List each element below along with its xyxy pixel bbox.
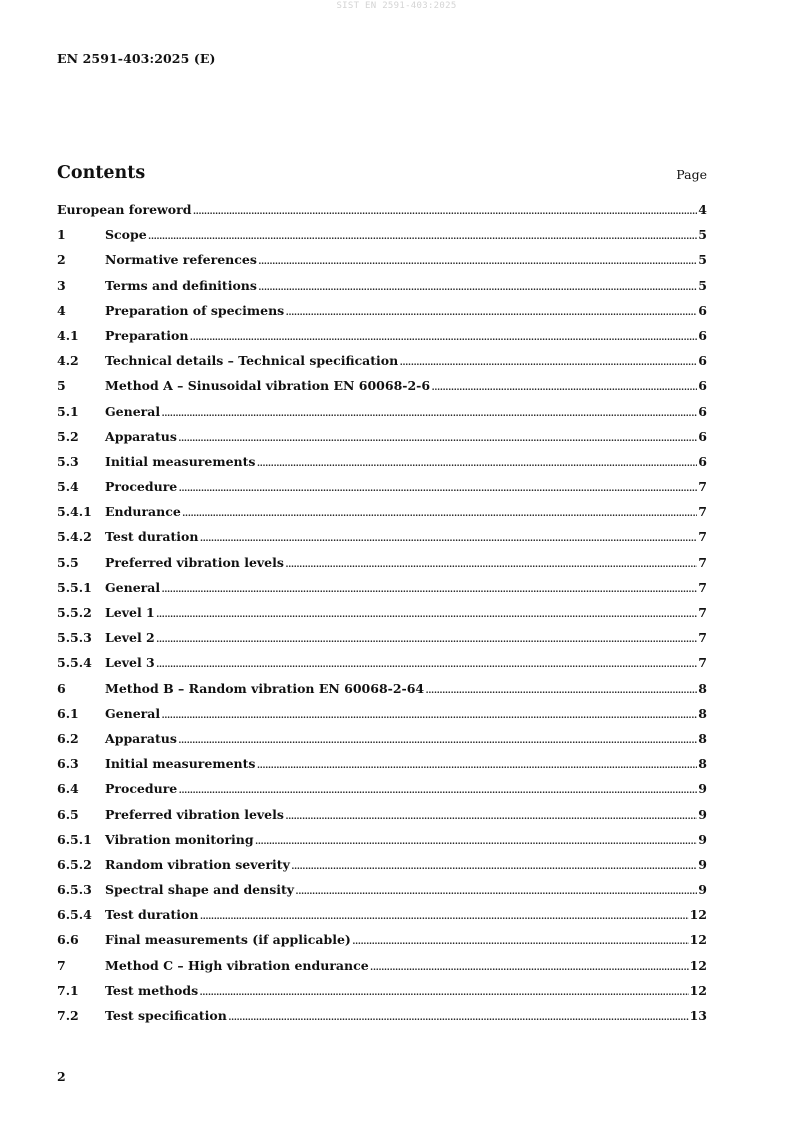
- toc-entry[interactable]: [57, 605, 707, 630]
- toc-entry-number: 7.1: [57, 982, 79, 998]
- toc-entry-number: 6.5.3: [57, 882, 92, 898]
- toc-dot-leader: [192, 202, 697, 217]
- toc-dot-leader: [258, 252, 697, 267]
- toc-entry-page: 7: [698, 504, 707, 520]
- toc-entry-page: 7: [698, 630, 707, 646]
- toc-entry-title: Preparation of specimens: [105, 302, 285, 318]
- toc-entry-number: 6: [57, 680, 66, 696]
- toc-entry[interactable]: [57, 655, 707, 680]
- toc-entry[interactable]: [57, 832, 707, 857]
- toc-entry[interactable]: [57, 378, 707, 403]
- toc-dot-leader: [199, 983, 688, 998]
- document-id: EN 2591-403:2025 (E): [57, 51, 216, 66]
- toc-dot-leader: [295, 882, 697, 897]
- toc-entry-page: 7: [698, 605, 707, 620]
- toc-entry[interactable]: [57, 429, 707, 454]
- toc-entry-page: 12: [689, 907, 707, 923]
- page-number: 2: [57, 1069, 66, 1084]
- toc-entry-number: 4: [57, 302, 66, 318]
- toc-entry[interactable]: [57, 882, 707, 907]
- toc-entry-title: Endurance: [105, 504, 181, 520]
- toc-entry-page: 6: [698, 378, 707, 394]
- toc-dot-leader: [178, 781, 697, 796]
- toc-entry[interactable]: [57, 630, 707, 655]
- toc-entry-number: 5.5.2: [57, 605, 92, 620]
- contents-title: Contents: [57, 163, 146, 183]
- toc-dot-leader: [285, 555, 697, 570]
- toc-entry-number: 5.5.3: [57, 630, 92, 646]
- toc-entry-title: Level 1: [105, 605, 155, 620]
- toc-entry[interactable]: [57, 580, 707, 605]
- toc-entry-page: 9: [698, 781, 707, 797]
- toc-entry-number: 6.5: [57, 806, 79, 822]
- toc-entry-title: Test specification: [105, 1008, 227, 1023]
- toc-dot-leader: [285, 807, 697, 822]
- toc-entry-page: 12: [689, 932, 707, 948]
- toc-entry-page: 7: [698, 579, 707, 595]
- toc-entry-page: 6: [698, 403, 707, 419]
- toc-dot-leader: [399, 353, 697, 368]
- toc-entry-title: Terms and definitions: [105, 277, 257, 293]
- toc-entry-number: 6.1: [57, 705, 79, 721]
- toc-entry-page: 12: [689, 957, 707, 973]
- toc-entry-number: 5: [57, 378, 66, 394]
- toc-entry-title: Method B – Random vibration EN 60068-2-64: [105, 680, 425, 696]
- toc-entry-number: 5.5.1: [57, 579, 92, 595]
- toc-entry-number: 6.2: [57, 730, 79, 746]
- toc-entry-title: Random vibration severity: [105, 856, 290, 872]
- toc-entry-page: 9: [698, 831, 707, 847]
- toc-entry-number: 6.5.1: [57, 831, 92, 847]
- toc-entry[interactable]: [57, 278, 707, 303]
- toc-entry[interactable]: [57, 1008, 707, 1033]
- toc-dot-leader: [425, 681, 697, 696]
- toc-entry-title: Preferred vibration levels: [105, 806, 284, 822]
- toc-entry-number: 2: [57, 252, 66, 268]
- toc-entry[interactable]: [57, 529, 707, 554]
- toc-dot-leader: [256, 756, 697, 771]
- toc-entry-title: Procedure: [105, 781, 178, 797]
- toc-dot-leader: [189, 328, 697, 343]
- toc-entry[interactable]: [57, 353, 707, 378]
- toc-entry-page: 7: [698, 529, 707, 545]
- toc-dot-leader: [285, 303, 697, 318]
- toc-dot-leader: [156, 630, 698, 645]
- toc-entry[interactable]: [57, 756, 707, 781]
- toc-entry-page: 8: [698, 730, 707, 746]
- toc-entry-title: Test duration: [105, 529, 199, 545]
- toc-entry[interactable]: [57, 252, 707, 277]
- toc-dot-leader: [256, 454, 697, 469]
- toc-entry[interactable]: [57, 303, 707, 328]
- toc-entry-title: Procedure: [105, 479, 178, 495]
- toc-entry-title: Preparation: [105, 327, 189, 343]
- toc-entry-title: European foreword: [57, 202, 192, 217]
- toc-entry-title: Initial measurements: [105, 756, 256, 772]
- toc-entry-number: 7: [57, 957, 66, 973]
- toc-entry-number: 5.4.2: [57, 529, 92, 545]
- toc-dot-leader: [161, 706, 697, 721]
- toc-entry-number: 5.5.4: [57, 655, 92, 671]
- toc-entry-page: 13: [689, 1008, 707, 1023]
- toc-entry-number: 5.1: [57, 403, 79, 419]
- toc-entry[interactable]: [57, 907, 707, 932]
- toc-entry[interactable]: [57, 227, 707, 252]
- toc-entry-title: Final measurements (if applicable): [105, 932, 351, 948]
- toc-entry[interactable]: [57, 731, 707, 756]
- toc-entry-title: Preferred vibration levels: [105, 554, 284, 570]
- toc-entry-title: Test duration: [105, 907, 199, 923]
- toc-entry-title: General: [105, 579, 161, 595]
- toc-entry-page: 8: [698, 756, 707, 772]
- page-column-label: Page: [676, 167, 707, 182]
- toc-entry-number: 5.4.1: [57, 504, 92, 520]
- toc-entry-number: 5.5: [57, 554, 79, 570]
- toc-entry-number: 6.5.4: [57, 907, 92, 923]
- toc-entry[interactable]: [57, 555, 707, 580]
- toc-dot-leader: [258, 278, 697, 293]
- toc-entry-page: 9: [698, 882, 707, 898]
- toc-entry-title: Level 2: [105, 630, 155, 646]
- toc-dot-leader: [161, 580, 697, 595]
- toc-entry-number: 6.3: [57, 756, 79, 772]
- toc-entry-page: 7: [698, 554, 707, 570]
- toc-dot-leader: [156, 655, 698, 670]
- toc-entry-page: 6: [698, 353, 707, 369]
- toc-entry-title: General: [105, 403, 161, 419]
- toc-dot-leader: [178, 479, 697, 494]
- toc-entry-number: 4.2: [57, 353, 79, 369]
- toc-entry-page: 5: [698, 252, 707, 268]
- toc-entry-title: Apparatus: [105, 428, 177, 444]
- toc-entry-title: Initial measurements: [105, 453, 256, 469]
- watermark: SIST EN 2591-403:2025: [336, 1, 457, 11]
- toc-entry-number: 7.2: [57, 1008, 79, 1023]
- toc-entry-number: 6.6: [57, 932, 79, 948]
- contents-header: [57, 163, 707, 187]
- toc-dot-leader: [352, 932, 689, 947]
- toc-entry[interactable]: [57, 454, 707, 479]
- toc-dot-leader: [228, 1008, 689, 1023]
- toc-entry-title: Method A – Sinusoidal vibration EN 60068-2-6: [105, 378, 431, 394]
- toc-entry[interactable]: [57, 479, 707, 504]
- toc-entry-page: 4: [698, 202, 707, 217]
- toc-entry-page: 9: [698, 856, 707, 872]
- toc-entry-page: 7: [698, 479, 707, 495]
- toc-entry[interactable]: [57, 983, 707, 1008]
- toc-entry-page: 6: [698, 302, 707, 318]
- toc-entry-page: 5: [698, 227, 707, 243]
- toc-entry[interactable]: [57, 202, 707, 227]
- toc-entry-page: 5: [698, 277, 707, 293]
- toc-entry-title: Normative references: [105, 252, 257, 268]
- toc-entry[interactable]: [57, 328, 707, 353]
- toc-entry[interactable]: [57, 781, 707, 806]
- toc-entry[interactable]: [57, 681, 707, 706]
- toc-entry-page: 6: [698, 428, 707, 444]
- toc-entry-title: Vibration monitoring: [105, 831, 254, 847]
- toc-entry-title: Method C – High vibration endurance: [105, 957, 369, 973]
- toc-entry[interactable]: [57, 807, 707, 832]
- toc-dot-leader: [199, 907, 688, 922]
- toc-entry-number: 6.4: [57, 781, 79, 797]
- toc-entry[interactable]: [57, 404, 707, 429]
- toc-entry-title: Level 3: [105, 655, 155, 671]
- toc-entry-page: 6: [698, 327, 707, 343]
- toc-entry-page: 6: [698, 453, 707, 469]
- toc-dot-leader: [148, 227, 698, 242]
- toc-entry-title: Test methods: [105, 982, 199, 998]
- toc-entry-title: Spectral shape and density: [105, 882, 295, 898]
- toc-dot-leader: [178, 731, 697, 746]
- toc-entry-page: 8: [698, 680, 707, 696]
- toc-entry-number: 1: [57, 227, 66, 243]
- toc-entry-number: 5.3: [57, 453, 79, 469]
- toc-entry-page: 7: [698, 655, 707, 671]
- toc-entry[interactable]: [57, 706, 707, 731]
- toc-dot-leader: [370, 958, 689, 973]
- toc-entry[interactable]: [57, 857, 707, 882]
- toc-entry-title: Scope: [105, 227, 147, 243]
- toc-dot-leader: [431, 378, 697, 393]
- toc-entry-number: 3: [57, 277, 66, 293]
- toc-dot-leader: [161, 404, 697, 419]
- toc-dot-leader: [199, 529, 697, 544]
- toc-entry-title: General: [105, 705, 161, 721]
- toc-entry-number: 4.1: [57, 327, 79, 343]
- toc-entry-title: Technical details – Technical specification: [105, 353, 399, 369]
- toc-dot-leader: [291, 857, 697, 872]
- toc-entry-page: 12: [689, 982, 707, 998]
- toc-dot-leader: [182, 504, 698, 519]
- table-of-contents: [57, 202, 707, 1033]
- toc-entry-page: 9: [698, 806, 707, 822]
- toc-entry-number: 6.5.2: [57, 856, 92, 872]
- toc-entry[interactable]: [57, 932, 707, 957]
- toc-entry-page: 8: [698, 705, 707, 721]
- toc-dot-leader: [156, 605, 698, 620]
- toc-dot-leader: [255, 832, 698, 847]
- toc-entry[interactable]: [57, 958, 707, 983]
- toc-entry-number: 5.4: [57, 479, 79, 495]
- toc-entry-title: Apparatus: [105, 730, 177, 746]
- toc-entry-number: 5.2: [57, 428, 79, 444]
- toc-dot-leader: [178, 429, 697, 444]
- toc-entry[interactable]: [57, 504, 707, 529]
